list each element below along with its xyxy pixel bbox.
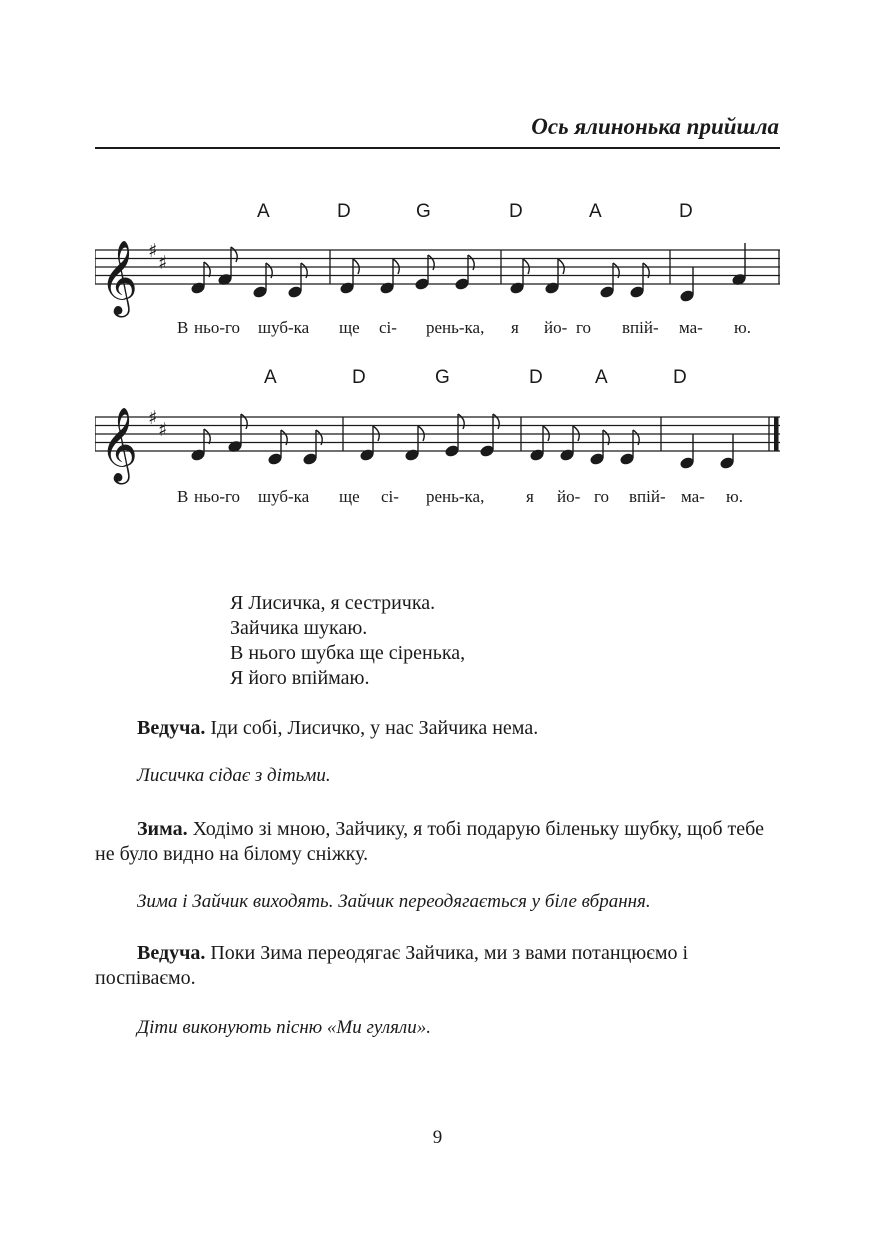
running-header-title: Ось ялинонька прийшла — [531, 114, 779, 139]
header-rule — [95, 147, 780, 149]
lyric-syllable: ма- — [679, 318, 703, 337]
lyric-syllable: я — [526, 487, 534, 506]
chord-label: A — [264, 367, 277, 388]
music-staff-2 — [95, 392, 780, 487]
lyric-syllable: шуб-ка — [258, 318, 310, 337]
chord-label: D — [673, 367, 687, 388]
dialogue-paragraph — [95, 941, 781, 991]
speaker-name: Зима. — [137, 818, 188, 840]
sharp-icon: ♯ — [148, 407, 158, 429]
chord-label: D — [679, 201, 693, 222]
poem-line: Зайчика шукаю. — [230, 617, 368, 639]
lyric-syllable: ма- — [681, 487, 705, 506]
chord-label: D — [337, 201, 351, 222]
poem-line: Я його впіймаю. — [230, 667, 370, 689]
lyric-syllable: впій- — [622, 318, 659, 337]
stage-direction: Діти виконують пісню «Ми гуляли». — [137, 1017, 431, 1038]
lyric-syllable: го — [576, 318, 592, 337]
dialogue-text: Поки Зима переодягає Зайчика, ми з вами потанцюємо і поспіваємо. — [95, 942, 689, 989]
page-number: 9 — [432, 1127, 443, 1148]
chord-label: G — [435, 367, 450, 388]
sharp-icon: ♯ — [158, 252, 168, 274]
lyric-syllable: сі- — [379, 318, 397, 337]
dialogue-text: Іди собі, Лисичко, у нас Зайчика нема. — [205, 717, 539, 739]
lyric-syllable: ю. — [726, 487, 743, 506]
chord-label: A — [589, 201, 602, 222]
poem-line: Я Лисичка, я сестричка. — [230, 592, 436, 614]
dialogue-text: Ходімо зі мною, Зайчику, я тобі подарую біленьку шубку, щоб тебе не було видно на білому сніжку. — [95, 818, 764, 865]
sharp-icon: ♯ — [148, 240, 158, 262]
speaker-name: Ведуча. — [137, 717, 206, 739]
dialogue-paragraph — [95, 817, 781, 867]
speaker-name: Ведуча. — [137, 942, 206, 964]
lyrics-line-1 — [0, 318, 875, 342]
chord-label: D — [509, 201, 523, 222]
lyric-syllable: шуб-ка — [258, 487, 310, 506]
lyric-syllable: ньо-го — [194, 318, 241, 337]
treble-clef-icon: 𝄞 — [100, 241, 138, 315]
chord-label: A — [257, 201, 270, 222]
chord-label: D — [352, 367, 366, 388]
stage-direction: Зима і Зайчик виходять. Зайчик переодягається у біле вбрання. — [137, 891, 651, 912]
music-staff-1 — [95, 225, 780, 320]
lyric-syllable: ньо-го — [194, 487, 241, 506]
lyric-syllable: я — [511, 318, 519, 337]
dialogue-paragraph — [95, 716, 781, 741]
lyric-syllable: ще — [339, 318, 360, 337]
chord-label: D — [529, 367, 543, 388]
chord-label: G — [416, 201, 431, 222]
lyric-syllable: впій- — [629, 487, 666, 506]
lyric-syllable: ще — [339, 487, 360, 506]
lyric-syllable: го — [594, 487, 610, 506]
lyric-syllable: сі- — [381, 487, 399, 506]
lyric-syllable: йо- — [557, 487, 581, 506]
poem-stanza — [230, 591, 465, 691]
lyric-syllable: В — [177, 318, 189, 337]
treble-clef-icon: 𝄞 — [100, 408, 138, 482]
stage-direction: Лисичка сідає з дітьми. — [137, 765, 331, 786]
lyric-syllable: йо- — [544, 318, 568, 337]
lyric-syllable: рень-ка, — [426, 318, 485, 337]
lyrics-line-2 — [0, 487, 875, 511]
sharp-icon: ♯ — [158, 419, 168, 441]
poem-line: В нього шубка ще сіренька, — [230, 642, 466, 664]
lyric-syllable: В — [177, 487, 189, 506]
lyric-syllable: рень-ка, — [426, 487, 485, 506]
lyric-syllable: ю. — [734, 318, 751, 337]
chord-label: A — [595, 367, 608, 388]
